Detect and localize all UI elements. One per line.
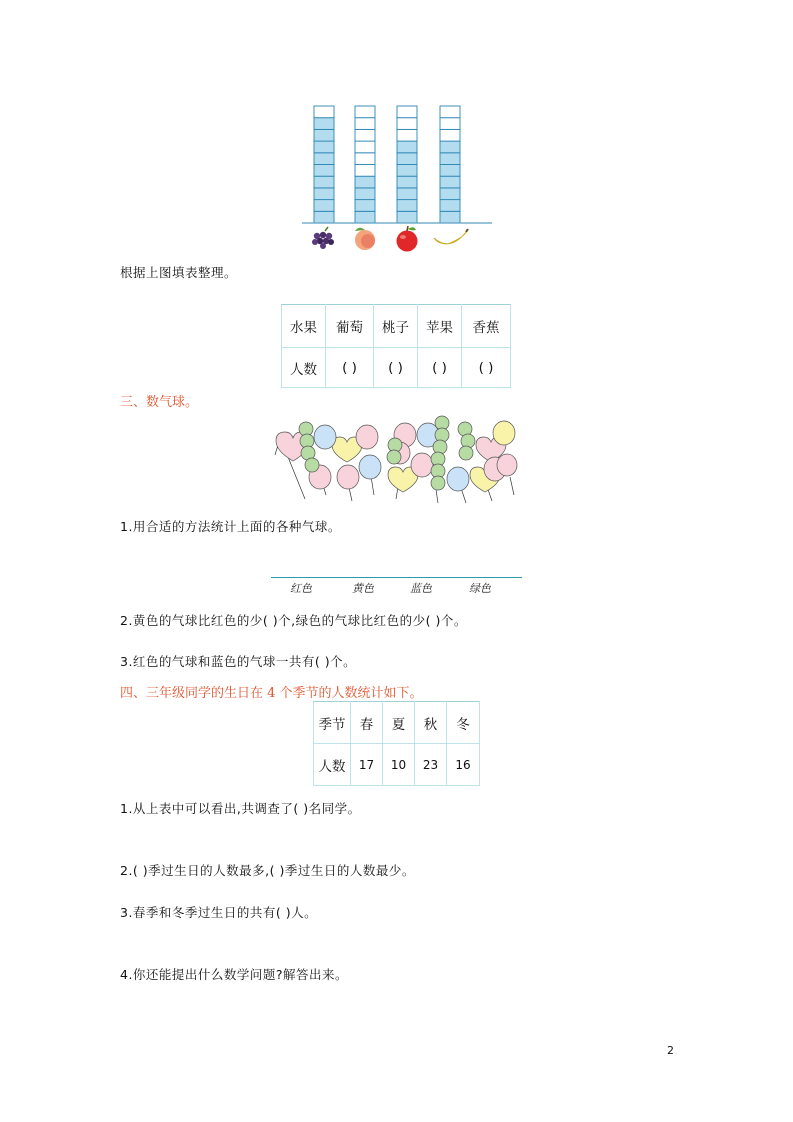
season-table-row-label: 人数 (314, 744, 351, 786)
bar-cell-filled (397, 141, 417, 153)
grapes-icon (312, 227, 334, 249)
bar-cell-filled (314, 211, 334, 223)
season-table-value-summer: 10 (383, 744, 415, 786)
bar-cell-filled (314, 188, 334, 200)
season-table-header-label: 季节 (314, 702, 351, 744)
bar-cell-filled (314, 129, 334, 141)
season-table (313, 701, 480, 786)
s3-question-3: 3.红色的气球和蓝色的气球一共有( )个。 (120, 654, 357, 669)
s4-question-4: 4.你还能提出什么数学问题?解答出来。 (120, 967, 349, 982)
peach-icon (355, 228, 375, 250)
tally-axis-line (271, 577, 522, 578)
bar-cell-filled (440, 141, 460, 153)
bar-cell-filled (355, 188, 375, 200)
bar-cell-empty (397, 106, 417, 118)
fruit-table-header-label: 水果 (282, 305, 326, 348)
bar-cell-empty (355, 141, 375, 153)
bar-cell-filled (397, 176, 417, 188)
bar-cell-empty (440, 118, 460, 130)
bar-cell-filled (440, 176, 460, 188)
bar-cell-empty (397, 129, 417, 141)
fruit-table-header-grapes: 葡萄 (326, 305, 374, 348)
season-table-value-winter: 16 (447, 744, 480, 786)
fruit-table (281, 304, 511, 388)
page-number: 2 (667, 1044, 674, 1057)
bar-cell-empty (440, 106, 460, 118)
fruit-table-blank-banana[interactable]: ( ) (462, 348, 511, 388)
bar-cell-filled (314, 118, 334, 130)
season-table-header-autumn: 秋 (415, 702, 447, 744)
balloons-illustration (270, 415, 525, 505)
bar-cell-filled (397, 188, 417, 200)
season-table-value-spring: 17 (351, 744, 383, 786)
bar-cell-filled (397, 211, 417, 223)
fruit-table-row-label: 人数 (282, 348, 326, 388)
section4-title: 四、三年级同学的生日在 4 个季节的人数统计如下。 (120, 686, 423, 701)
tally-label-red: 红色 (290, 582, 312, 595)
bar-cell-filled (397, 200, 417, 212)
tally-label-green: 绿色 (469, 582, 491, 595)
fruit-table-blank-peach[interactable]: ( ) (374, 348, 418, 388)
fruit-table-header-peach: 桃子 (374, 305, 418, 348)
bar-cell-filled (314, 176, 334, 188)
banana-icon (434, 229, 468, 244)
bar-cell-filled (440, 188, 460, 200)
bar-cell-empty (355, 118, 375, 130)
s4-question-2: 2.( )季过生日的人数最多,( )季过生日的人数最少。 (120, 863, 415, 878)
bar-cell-filled (314, 200, 334, 212)
s3-question-1: 1.用合适的方法统计上面的各种气球。 (120, 519, 341, 534)
tally-label-blue: 蓝色 (410, 582, 432, 595)
fruit-table-header-banana: 香蕉 (462, 305, 511, 348)
bar-cell-filled (355, 176, 375, 188)
bar-cell-filled (314, 141, 334, 153)
s4-question-1: 1.从上表中可以看出,共调查了( )名同学。 (120, 801, 361, 816)
s4-question-3: 3.春季和冬季过生日的共有( )人。 (120, 905, 318, 920)
bar-cell-filled (355, 200, 375, 212)
bar-cell-filled (440, 165, 460, 177)
season-table-header-spring: 春 (351, 702, 383, 744)
section3-title: 三、数气球。 (120, 395, 199, 410)
s3-question-2: 2.黄色的气球比红色的少( )个,绿色的气球比红色的少( )个。 (120, 613, 467, 628)
fruit-table-blank-apple[interactable]: ( ) (418, 348, 462, 388)
bar-cell-empty (355, 165, 375, 177)
bar-cell-filled (440, 153, 460, 165)
bar-cell-filled (397, 153, 417, 165)
bar-cell-filled (314, 153, 334, 165)
bar-cell-empty (355, 129, 375, 141)
bar-cell-empty (440, 129, 460, 141)
season-table-value-autumn: 23 (415, 744, 447, 786)
bar-cell-empty (397, 118, 417, 130)
bar-cell-empty (355, 153, 375, 165)
fruit-table-blank-grapes[interactable]: ( ) (326, 348, 374, 388)
bar-cell-filled (314, 165, 334, 177)
bar-cell-empty (355, 106, 375, 118)
bar-cell-filled (440, 200, 460, 212)
season-table-header-winter: 冬 (447, 702, 480, 744)
bar-cell-filled (355, 211, 375, 223)
fruit-table-header-apple: 苹果 (418, 305, 462, 348)
tally-label-yellow: 黄色 (352, 582, 374, 595)
bar-cell-empty (314, 106, 334, 118)
apple-icon (397, 226, 418, 252)
table-instruction: 根据上图填表整理。 (120, 265, 238, 280)
season-table-header-summer: 夏 (383, 702, 415, 744)
fruit-bar-chart (290, 95, 500, 260)
bar-cell-filled (440, 211, 460, 223)
bar-cell-filled (397, 165, 417, 177)
